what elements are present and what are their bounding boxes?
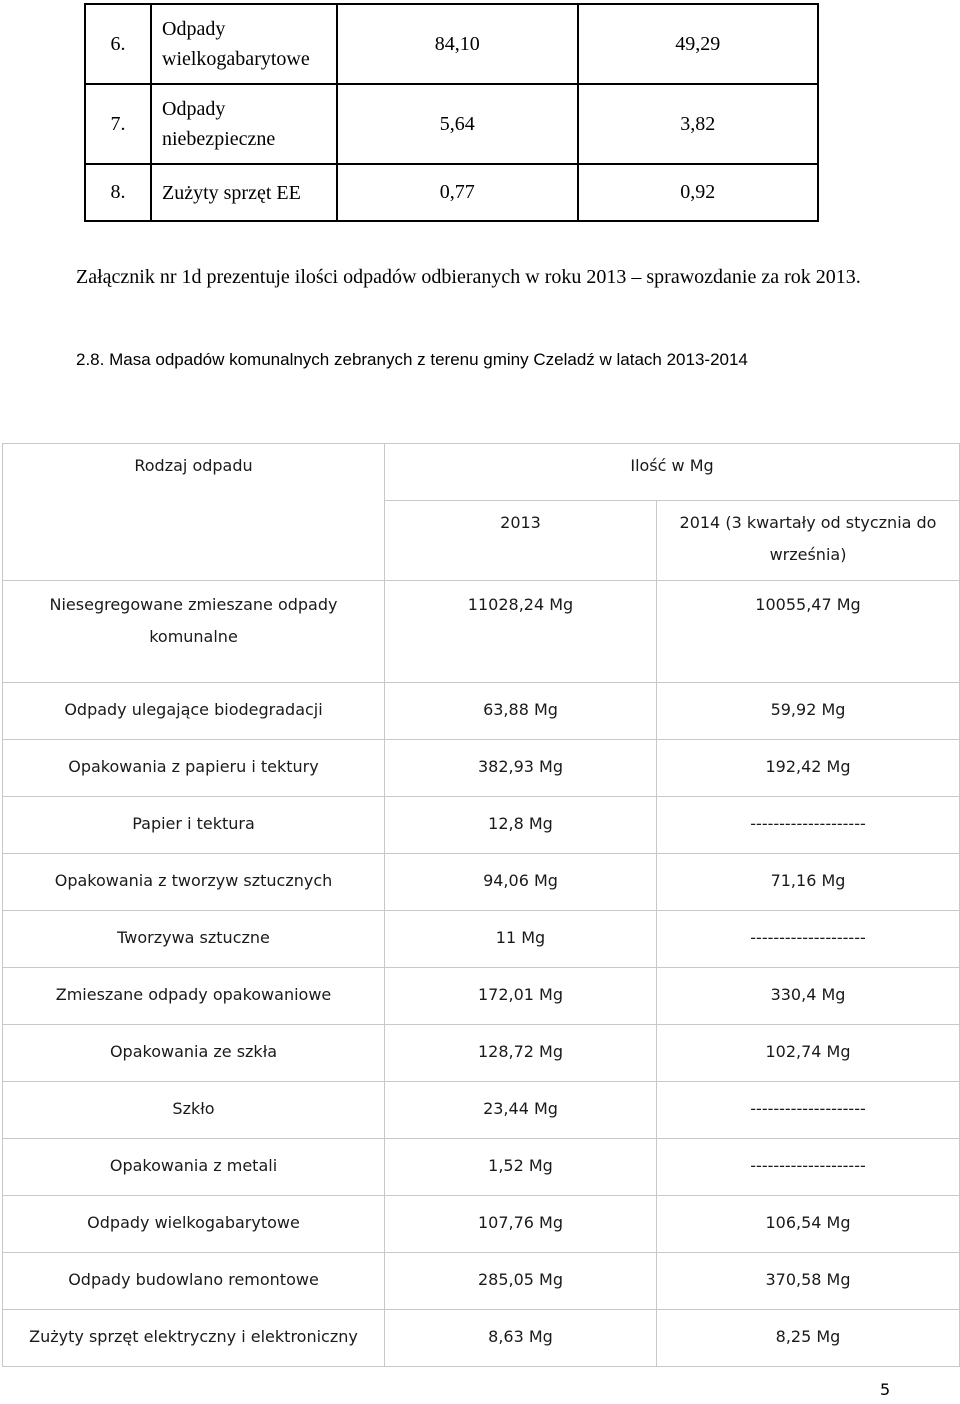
value-cell: 5,64 (337, 84, 578, 164)
waste-type-cell: Odpady ulegające biodegradacji (3, 683, 385, 740)
table-row (3, 1196, 960, 1253)
waste-type-cell: Opakowania ze szkła (3, 1025, 385, 1082)
waste-type-cell: Opakowania z tworzyw sztucznych (3, 854, 385, 911)
table-row (3, 683, 960, 740)
header-waste-type: Rodzaj odpadu (3, 444, 385, 581)
waste-type-cell: Szkło (3, 1082, 385, 1139)
value-2014-cell: 71,16 Mg (657, 854, 960, 911)
value-2013-cell: 12,8 Mg (385, 797, 657, 854)
table-row (3, 740, 960, 797)
table-row (3, 1310, 960, 1367)
waste-name: Zużyty sprzęt EE (151, 164, 337, 221)
waste-type-cell: Odpady budowlano remontowe (3, 1253, 385, 1310)
value-2013-cell: 23,44 Mg (385, 1082, 657, 1139)
row-number: 6. (85, 4, 151, 84)
table-row (85, 84, 818, 164)
waste-type-cell: Opakowania z metali (3, 1139, 385, 1196)
waste-type-cell: Papier i tektura (3, 797, 385, 854)
waste-name: Odpady niebezpieczne (151, 84, 337, 164)
value-cell: 84,10 (337, 4, 578, 84)
value-2014-cell: 370,58 Mg (657, 1253, 960, 1310)
table-row (3, 1139, 960, 1196)
top-waste-table (84, 3, 819, 222)
value-2013-cell: 94,06 Mg (385, 854, 657, 911)
table-row (3, 581, 960, 683)
value-2014-cell: 106,54 Mg (657, 1196, 960, 1253)
table-row (3, 968, 960, 1025)
value-2014-cell: -------------------- (657, 1139, 960, 1196)
table-row (3, 1082, 960, 1139)
value-2013-cell: 8,63 Mg (385, 1310, 657, 1367)
value-2013-cell: 172,01 Mg (385, 968, 657, 1025)
value-2013-cell: 107,76 Mg (385, 1196, 657, 1253)
value-2014-cell: 192,42 Mg (657, 740, 960, 797)
waste-type-cell: Tworzywa sztuczne (3, 911, 385, 968)
waste-type-cell: Odpady wielkogabarytowe (3, 1196, 385, 1253)
value-cell: 49,29 (578, 4, 819, 84)
table-row (3, 911, 960, 968)
value-cell: 0,92 (578, 164, 819, 221)
value-2014-cell: -------------------- (657, 797, 960, 854)
table-row (3, 797, 960, 854)
value-cell: 0,77 (337, 164, 578, 221)
value-2013-cell: 382,93 Mg (385, 740, 657, 797)
header-amount: Ilość w Mg (385, 444, 960, 501)
value-2013-cell: 63,88 Mg (385, 683, 657, 740)
row-number: 7. (85, 84, 151, 164)
table-row (85, 4, 818, 84)
value-2013-cell: 1,52 Mg (385, 1139, 657, 1196)
table-row (3, 1025, 960, 1082)
attachment-paragraph: Załącznik nr 1d prezentuje ilości odpadów odbieranych w roku 2013 – sprawozdanie za rok 2013. (76, 266, 861, 288)
value-2013-cell: 11028,24 Mg (385, 581, 657, 683)
page-number: 5 (880, 1380, 891, 1399)
table-row (85, 164, 818, 221)
waste-mass-table (2, 443, 960, 1367)
waste-type-cell: Zużyty sprzęt elektryczny i elektroniczny (3, 1310, 385, 1367)
value-2014-cell: 8,25 Mg (657, 1310, 960, 1367)
waste-type-cell: Zmieszane odpady opakowaniowe (3, 968, 385, 1025)
table-row (3, 854, 960, 911)
waste-name: Odpady wielkogabarytowe (151, 4, 337, 84)
value-2014-cell: 59,92 Mg (657, 683, 960, 740)
waste-type-cell: Opakowania z papieru i tektury (3, 740, 385, 797)
value-2014-cell: 330,4 Mg (657, 968, 960, 1025)
value-2013-cell: 128,72 Mg (385, 1025, 657, 1082)
value-2014-cell: -------------------- (657, 1082, 960, 1139)
value-2014-cell: -------------------- (657, 911, 960, 968)
value-2013-cell: 11 Mg (385, 911, 657, 968)
value-2013-cell: 285,05 Mg (385, 1253, 657, 1310)
table-header-row (3, 444, 960, 501)
header-year-2013: 2013 (385, 501, 657, 581)
row-number: 8. (85, 164, 151, 221)
value-2014-cell: 10055,47 Mg (657, 581, 960, 683)
value-cell: 3,82 (578, 84, 819, 164)
table-row (3, 1253, 960, 1310)
waste-type-cell: Niesegregowane zmieszane odpady komunalne (3, 581, 385, 683)
header-year-2014: 2014 (3 kwartały od stycznia do września) (657, 501, 960, 581)
value-2014-cell: 102,74 Mg (657, 1025, 960, 1082)
section-heading: 2.8. Masa odpadów komunalnych zebranych z terenu gminy Czeladź w latach 2013-2014 (76, 350, 748, 369)
